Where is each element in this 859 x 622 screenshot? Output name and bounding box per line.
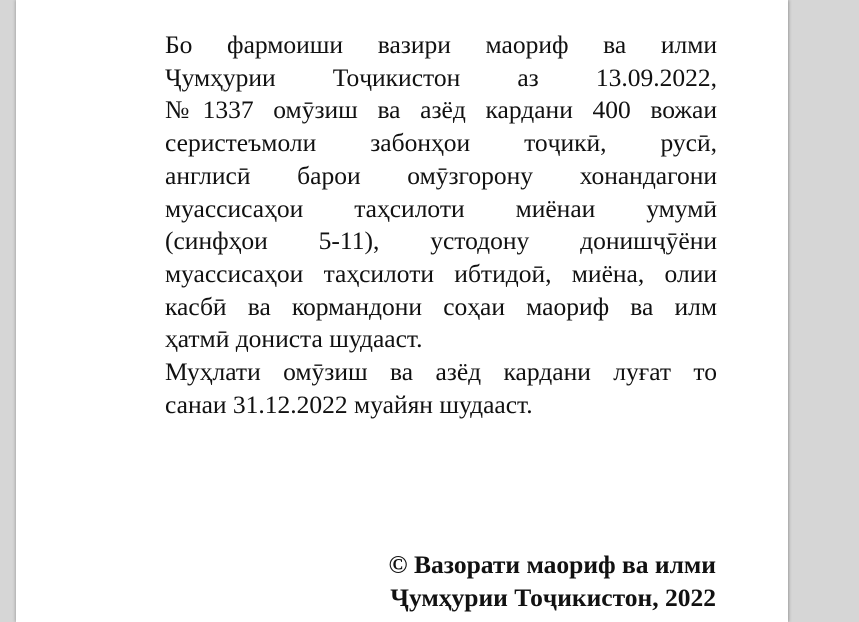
paragraph-deadline [127,356,717,421]
text-line: Ҷумҳурии Тоҷикистон аз 13.09.2022, [165,62,717,92]
text-line: Муҳлати омӯзиш ва азёд кардани луғат то [165,357,717,387]
text-line: №1337 омӯзиш ва азёд кардани 400 вожаи [165,95,717,125]
paragraph-decree [127,29,717,356]
signature-line: © Вазорати маориф ва илми [388,550,716,579]
text-line: касбӣ ва кормандони соҳаи маориф ва илм [165,291,717,321]
text-line: муассисаҳои таҳсилоти миёнаи умумӣ [165,193,717,223]
text-line: серистеъмоли забонҳои тоҷикӣ, русӣ, [165,128,717,158]
page-body [127,29,717,421]
text-line: муассисаҳои таҳсилоти ибтидоӣ, миёна, олии [165,258,717,288]
text-line: англисӣ барои омӯзгорону хонандагони [165,160,717,190]
text-line: Бо фармоиши вазири маориф ва илми [165,30,717,59]
signature-line: Ҷумҳурии Тоҷикистон, 2022 [390,582,716,612]
text-line: ҳатмӣ дониста шудааст. [165,324,423,354]
document-page [16,0,788,622]
text-line: санаи 31.12.2022 муайян шудааст. [165,389,533,419]
text-line: (синфҳои 5-11), устодону донишҷӯёни [165,226,717,256]
copyright-signature [389,549,716,614]
